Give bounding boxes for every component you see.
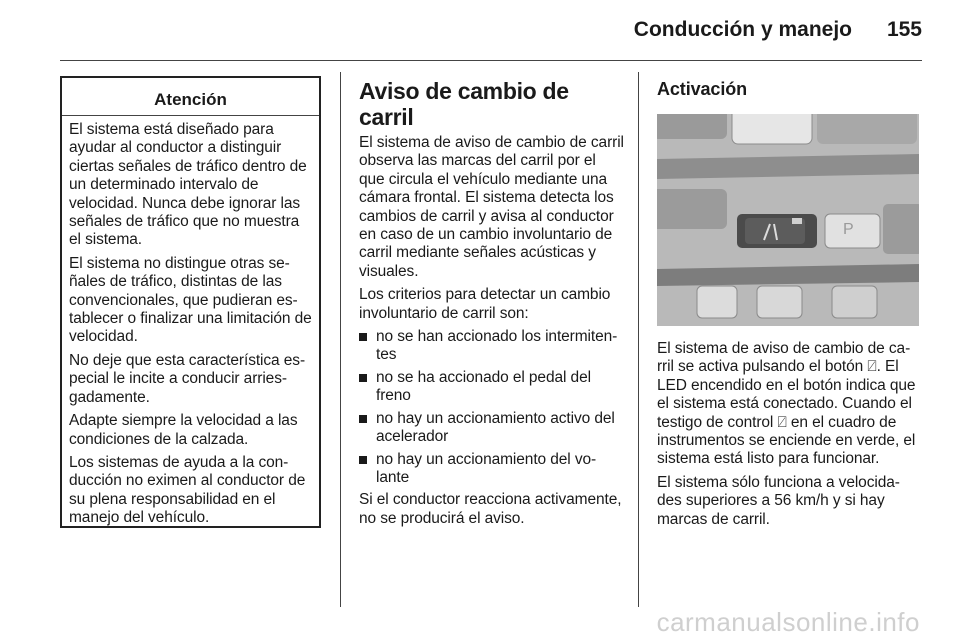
section-heading: Aviso de cambio de carril bbox=[359, 78, 569, 130]
section-closing: Si el conductor reacciona activamente, no se producirá el aviso. bbox=[359, 491, 622, 527]
activation-heading: Activación bbox=[657, 79, 748, 99]
list-item bbox=[359, 451, 624, 488]
dashboard-buttons-illustration bbox=[657, 114, 919, 326]
page-number: 155 bbox=[886, 18, 922, 41]
criteria-list bbox=[359, 328, 624, 487]
bullet-icon bbox=[359, 456, 367, 464]
warning-body bbox=[62, 116, 319, 528]
column-divider-right bbox=[638, 72, 639, 607]
section-intro: El sistema de aviso de cambio de carril observa las marcas del carril por el que circula el vehículo mediante una cámara frontal. El sistema detecta los cambios de carril y avisa al conductor en caso de un cambio involuntario de carril mediante señales acústicas y visuales. bbox=[359, 134, 624, 280]
watermark: carmanualsonline.info bbox=[656, 607, 920, 637]
warning-paragraph: No deje que esta característica especial le incite a conducir arriesgadamente. bbox=[69, 351, 306, 406]
warning-paragraph: El sistema no distingue otras señales de tráfico, distintas de las convencionales, que pudieran establecer o finalizar una limitación de velocidad. bbox=[69, 254, 312, 346]
bullet-icon bbox=[359, 374, 367, 382]
warning-paragraph: Los sistemas de ayuda a la conducción no eximen al conductor de su plena responsabilidad en el manejo del vehículo. bbox=[69, 453, 306, 527]
activation-section bbox=[657, 78, 919, 534]
warning-paragraph: El sistema está diseñado para ayudar al conductor a distinguir ciertas señales de tráfico dentro de un determinado intervalo de velocidad. Nunca debe ignorar las señales de tráfico que no muestra el sistema. bbox=[69, 121, 307, 249]
activation-paragraph: El sistema sólo funciona a velocidades superiores a 56 km/h y si hay marcas de carril. bbox=[657, 473, 900, 528]
dashboard-photo bbox=[657, 114, 919, 326]
bullet-icon bbox=[359, 415, 367, 423]
list-item bbox=[359, 369, 624, 406]
warning-paragraph: Adapte siempre la velocidad a las condiciones de la calzada. bbox=[69, 412, 298, 448]
criteria-intro: Los criterios para detectar un cambio involuntario de carril son: bbox=[359, 286, 611, 322]
warning-heading: Atención bbox=[62, 78, 319, 116]
list-item-text: no hay un accionamiento activo del acelerador bbox=[376, 409, 615, 446]
list-item bbox=[359, 328, 624, 365]
list-item-text: no hay un accionamiento del volante bbox=[376, 450, 597, 486]
warning-box bbox=[60, 76, 321, 528]
list-item bbox=[359, 410, 624, 447]
column-divider-left bbox=[340, 72, 341, 607]
header-rule bbox=[60, 60, 922, 61]
page-header-title: Conducción y manejo bbox=[633, 18, 852, 41]
lane-departure-section bbox=[359, 78, 624, 533]
bullet-icon bbox=[359, 333, 367, 341]
photo-button-label: P bbox=[843, 221, 854, 238]
list-item-text: no se han accionado los intermitentes bbox=[376, 328, 618, 364]
activation-paragraph: El sistema de aviso de cambio de carril se activa pulsando el botón ⍁. El LED encendido en el botón indica que el sistema está conectado. Cuando el testigo de control ⍁ en el cuadro de instrumentos se enciende en verde, el sistema está listo para funcionar. bbox=[657, 340, 916, 468]
list-item-text: no se ha accionado el pedal del freno bbox=[376, 368, 591, 405]
